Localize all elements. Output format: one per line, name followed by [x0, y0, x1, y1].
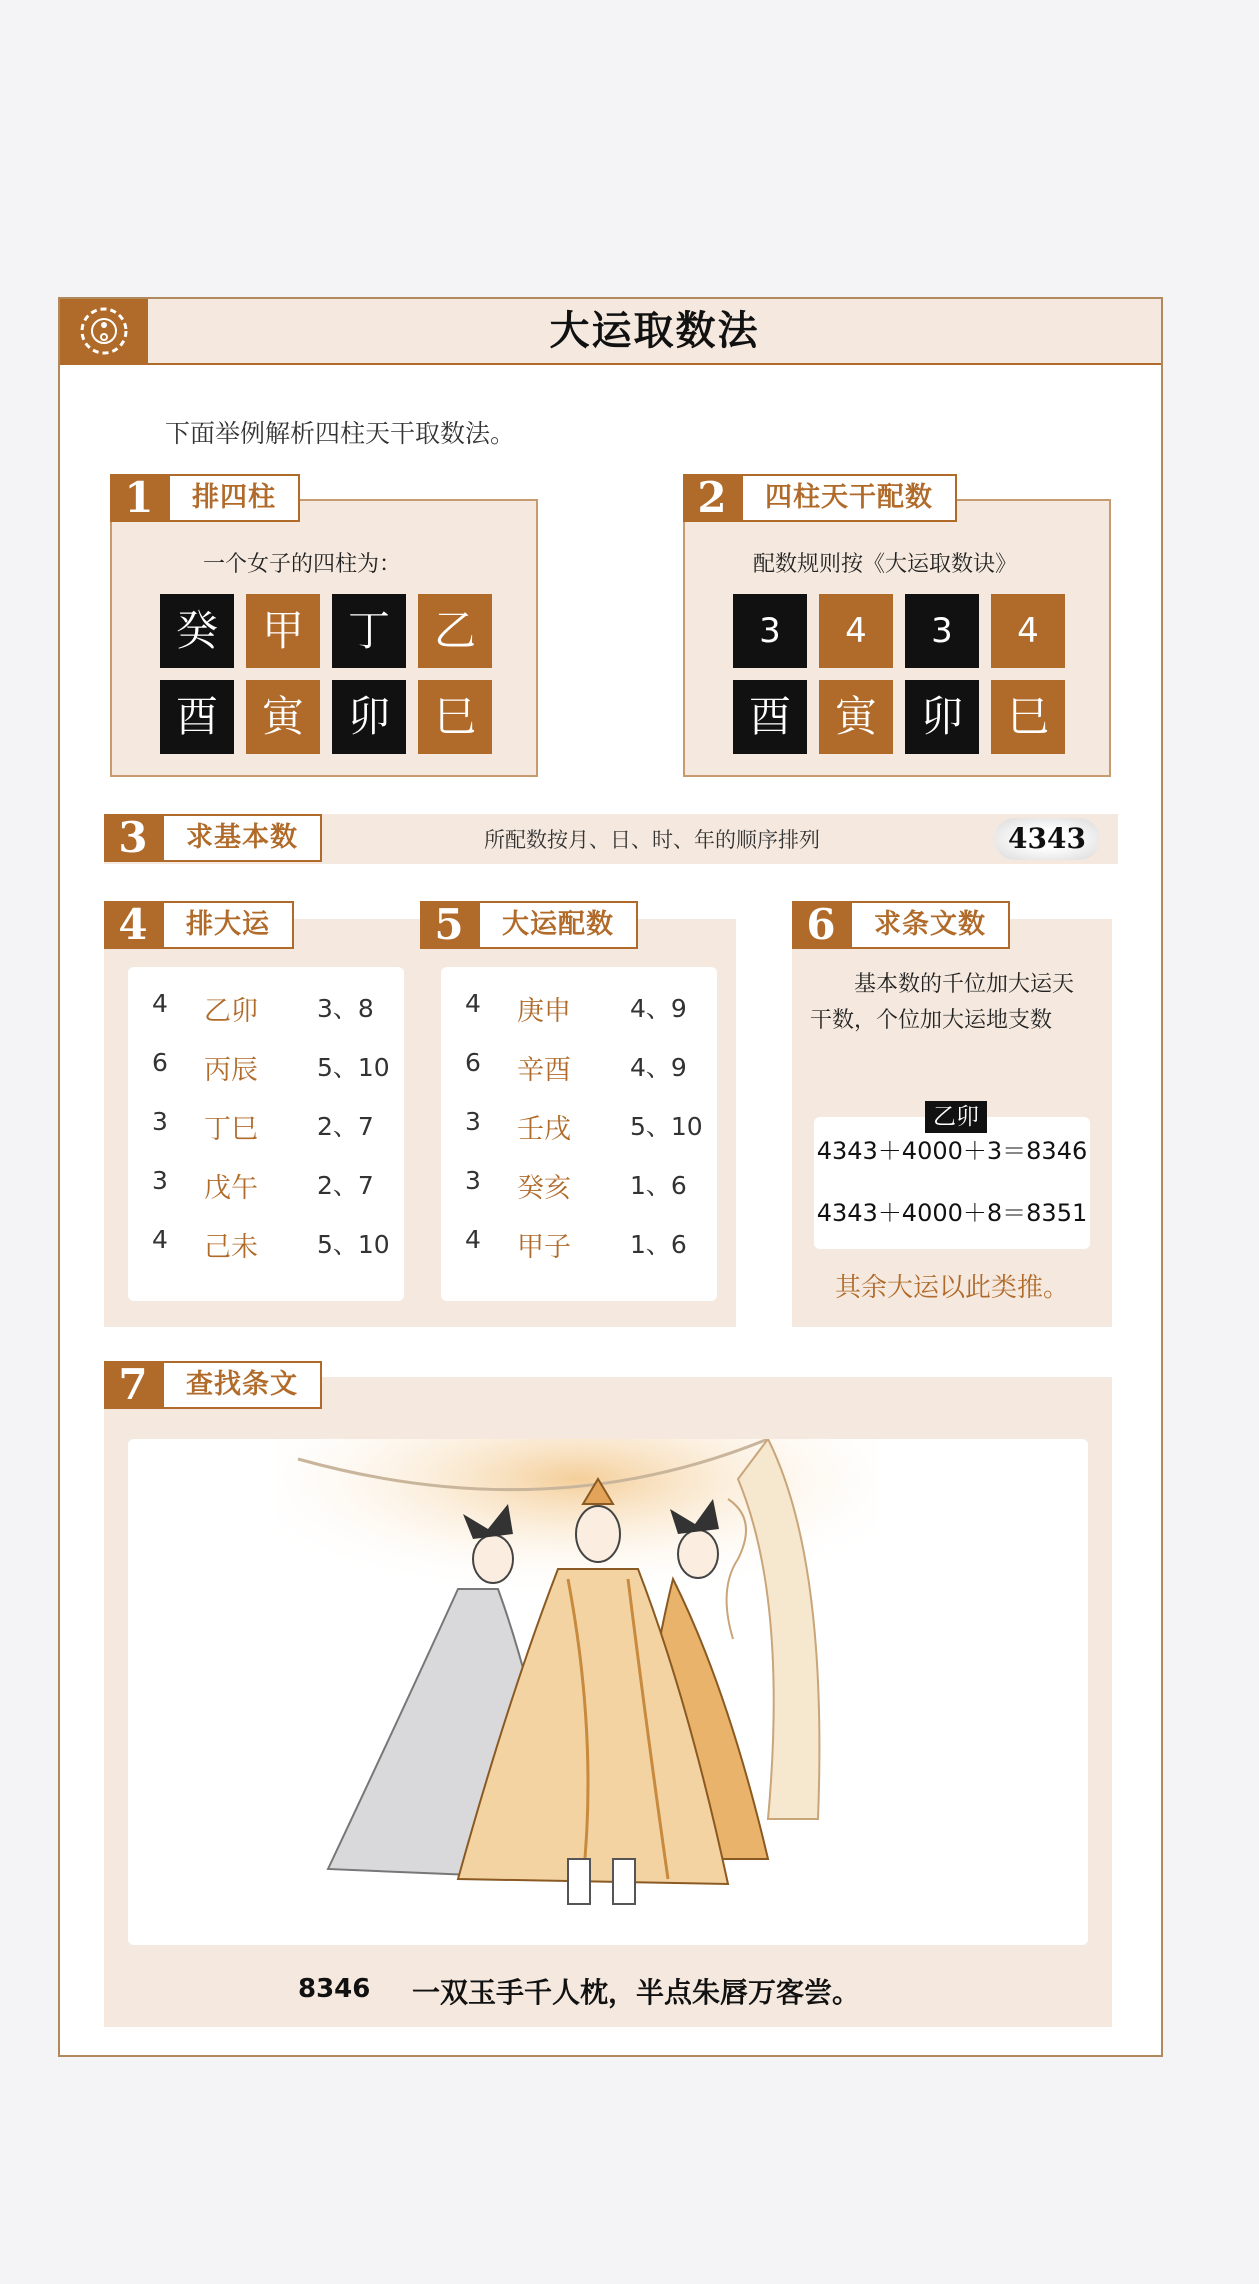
- s2-value-3: 3: [905, 594, 979, 668]
- section6-description: 基本数的千位加大运天干数，个位加大运地支数: [810, 972, 1075, 1033]
- section3-label: 求基本数: [162, 814, 322, 862]
- s2-value-2: 4: [819, 594, 893, 668]
- s1-branch-2: 寅: [246, 680, 320, 754]
- s2-branch-2: 寅: [819, 680, 893, 754]
- s2-value-4: 4: [991, 594, 1065, 668]
- verse-text: 一双玉手千人枕，半点朱唇万客尝。: [412, 1976, 861, 2009]
- section6-tab: [792, 901, 1010, 949]
- bagua-emblem-icon: [60, 299, 148, 363]
- document-page: [58, 297, 1163, 2057]
- section5-label: 大运配数: [478, 901, 638, 949]
- section5-tab: [420, 901, 638, 949]
- section2-number: 2: [683, 474, 741, 522]
- section6-calc-box: [814, 1117, 1090, 1249]
- s1-stem-4: 乙: [418, 594, 492, 668]
- section6-panel: [792, 919, 1112, 1327]
- section2-tab: [683, 474, 957, 522]
- s1-branch-1: 酉: [160, 680, 234, 754]
- verse-number: 8346: [298, 1974, 371, 2004]
- s1-stem-1: 癸: [160, 594, 234, 668]
- ancient-figures-illustration: [128, 1439, 1088, 1945]
- page-title: 大运取数法: [549, 308, 760, 354]
- equation-2: 4343＋4000＋8＝8351: [816, 1199, 1088, 1227]
- section3-number: 3: [104, 814, 162, 862]
- s2-branch-1: 酉: [733, 680, 807, 754]
- section4-number: 4: [104, 901, 162, 949]
- section1-label: 排四柱: [168, 474, 300, 522]
- ganzhi-tag: 乙卯: [925, 1101, 987, 1133]
- intro-text: 下面举例解析四柱天干取数法。: [165, 419, 516, 448]
- s1-branch-3: 卯: [332, 680, 406, 754]
- section6-note: 其余大运以此类推。: [834, 1273, 1069, 1303]
- section1-caption: 一个女子的四柱为：: [203, 552, 402, 577]
- s1-stem-2: 甲: [246, 594, 320, 668]
- illustration-frame: [128, 1439, 1088, 1945]
- s2-value-1: 3: [733, 594, 807, 668]
- section5-number: 5: [420, 901, 478, 949]
- section7-number: 7: [104, 1361, 162, 1409]
- title-bar: [60, 299, 1161, 365]
- s2-branch-3: 卯: [905, 680, 979, 754]
- section1-tab: [110, 474, 300, 522]
- section3-rule: 所配数按月、日、时、年的顺序排列: [484, 828, 820, 852]
- equation-1: 4343＋4000＋3＝8346: [816, 1137, 1088, 1165]
- section2-caption: 配数规则按《大运取数诀》: [753, 552, 1018, 577]
- section2-label: 四柱天干配数: [741, 474, 957, 522]
- section1-number: 1: [110, 474, 168, 522]
- section7-label: 查找条文: [162, 1361, 322, 1409]
- section3-tab: [104, 814, 322, 862]
- section4-tab: [104, 901, 294, 949]
- section4-list: 4 乙卯 3、8 6 丙辰 5、10 3 丁巳 2、7 3 戊午 2、7 4 己未 5、10: [128, 967, 404, 1301]
- s2-branch-4: 巳: [991, 680, 1065, 754]
- section6-label: 求条文数: [850, 901, 1010, 949]
- s1-stem-3: 丁: [332, 594, 406, 668]
- section7-tab: [104, 1361, 322, 1409]
- section6-number: 6: [792, 901, 850, 949]
- section5-list: 4 庚申 4、9 6 辛酉 4、9 3 壬戌 5、10 3 癸亥 1、6 4 甲子 1、6: [441, 967, 717, 1301]
- s1-branch-4: 巳: [418, 680, 492, 754]
- base-number-result: 4343: [994, 818, 1100, 860]
- section4-label: 排大运: [162, 901, 294, 949]
